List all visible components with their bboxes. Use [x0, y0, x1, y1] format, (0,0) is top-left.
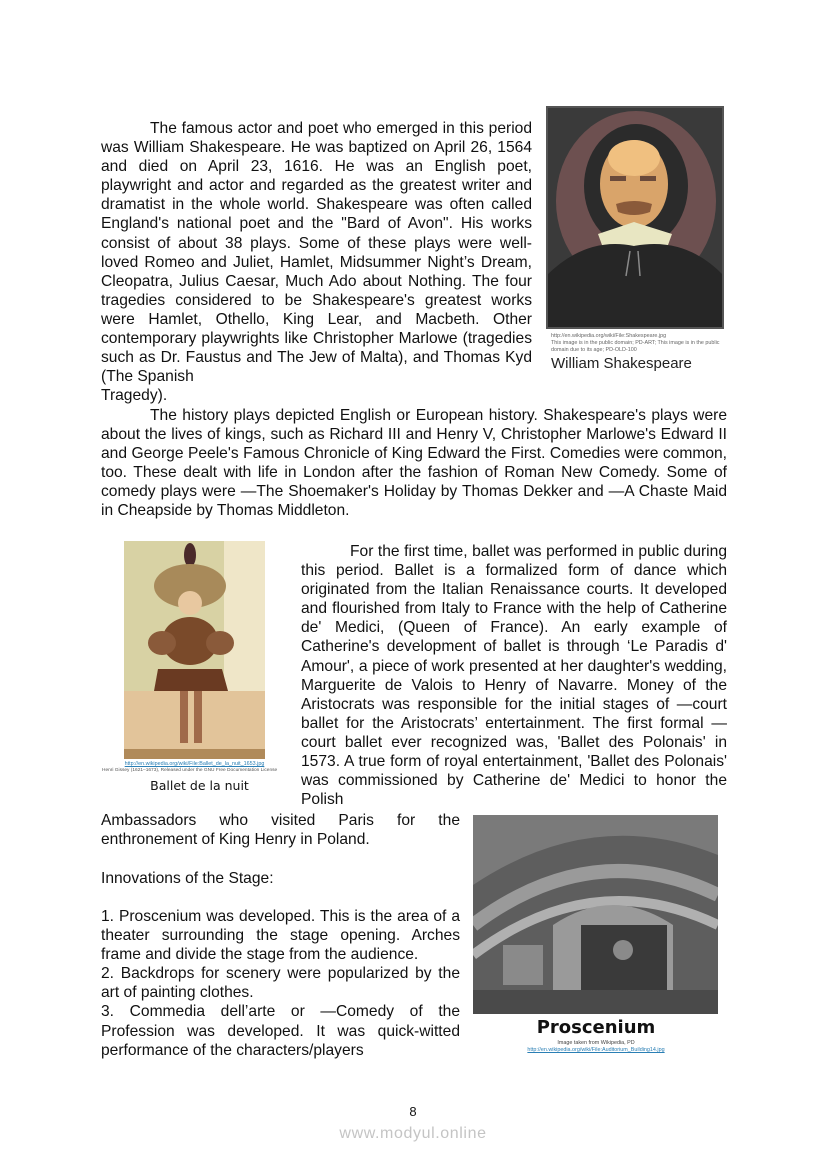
shakespeare-caption-title: William Shakespeare	[551, 355, 692, 372]
proscenium-credit: Image taken from Wikipedia, PD	[557, 1040, 635, 1046]
paragraph-history-plays: The history plays depicted English or European history. Shakespeare's plays were about the lives of kings, such as Richard III and Henry V, Christopher Marlowe's Edward II and George Peele's Famous Chronicle of King Edward the First. Comedies were common, too. These dealt with life in London after the fashion of Roman New Comedy. Some of comedy plays were —The Shoemaker's Holiday by Thomas Dekker and —A Chaste Maid in Cheapside by Thomas Middleton.	[101, 407, 727, 520]
figure-shakespeare	[546, 106, 725, 372]
page-number: 8	[409, 1104, 417, 1119]
ballet-caption-title: Ballet de la nuit	[150, 778, 249, 793]
shakespeare-license: This image is in the public domain; PD-ART; This image is in the public domain due to its age; PD-OLD-100	[551, 340, 720, 353]
paragraph-ballet-continued: Ambassadors who visited Paris for the enthronement of King Henry in Poland.	[101, 812, 460, 849]
shakespeare-source-link[interactable]: http://en.wikipedia.org/wiki/File:Shakespeare.jpg	[551, 333, 667, 339]
figure-proscenium	[472, 815, 720, 1053]
stage-innovation-item: 2. Backdrops for scenery were popularized by the art of painting clothes.	[101, 965, 460, 1002]
watermark: www.modyul.online	[339, 1125, 487, 1142]
proscenium-caption-title: Proscenium	[536, 1017, 656, 1038]
paragraph-shakespeare-intro-tail: Tragedy).	[101, 387, 168, 404]
stage-innovations-list	[101, 907, 460, 1060]
proscenium-image	[473, 815, 718, 1014]
stage-innovation-item: 1. Proscenium was developed. This is the area of a theater surrounding the stage opening. Arches frame and divide the stage from the audience.	[101, 908, 460, 964]
stage-innovation-item: 3. Commedia dell’arte or —Comedy of the Profession was developed. It was quick-witted performance of the characters/players	[101, 1003, 460, 1059]
stage-innovations-heading: Innovations of the Stage:	[101, 870, 274, 887]
ballet-source-link[interactable]: http://en.wikipedia.org/wiki/File:Ballet_de_la_nuit_1653.jpg	[124, 761, 265, 767]
ballet-license: Henri Gissey (1621–1673), Released under the GNU Free Documentation License	[102, 768, 278, 773]
shakespeare-caption-meta	[546, 333, 721, 354]
paragraph-shakespeare-intro: The famous actor and poet who emerged in this period was William Shakespeare. He was baptized on April 26, 1564 and died on April 23, 1616. He was an English poet, playwright and actor and regarded as the greatest writer and dramatist in the whole world. Shakespeare was often called England's national poet and the "Bard of Avon". His works consist of about 38 plays. Some of these plays were well-loved Romeo and Juliet, Hamlet, Midsummer Night’s Dream, Cleopatra, Julius Caesar, Much Ado about Nothing. The four tragedies considered to be Shakespeare's greatest works were Hamlet, Othello, King Lear, and Macbeth. Other contemporary playwrights like Christopher Marlowe (tragedies such as Dr. Faustus and The Jew of Malta), and Thomas Kyd (The Spanish	[101, 120, 532, 386]
shakespeare-portrait-image	[546, 106, 724, 329]
proscenium-illustration	[473, 815, 718, 1014]
ballet-de-la-nuit-image	[124, 541, 265, 759]
paragraph-ballet: For the first time, ballet was performed in public during this period. Ballet is a formalized form of dance which originated from the Italian Renaissance courts. It developed and flourished from Italy to France with the help of Catherine de' Medici, (Queen of France). An early example of Catherine's development of ballet is through ‘Le Paradis d' Amour', a piece of work presented at her daughter's wedding, Marguerite de Valois to Henry of Navarre. Money of the Aristocrats was responsible for the initial stages of —court ballet for the Aristocrats’ entertainment. The first formal —court ballet ever recognized was, 'Ballet des Polonais' in 1573. A true form of royal entertainment, 'Ballet des Polonais' was commissioned by Catherine de' Medici to honor the Polish	[301, 543, 727, 809]
portrait-illustration	[546, 106, 724, 329]
ballet-illustration	[124, 541, 265, 759]
proscenium-source-link[interactable]: http://en.wikipedia.org/wiki/File:Auditorium_Building14.jpg	[527, 1047, 665, 1053]
figure-ballet	[102, 541, 287, 793]
